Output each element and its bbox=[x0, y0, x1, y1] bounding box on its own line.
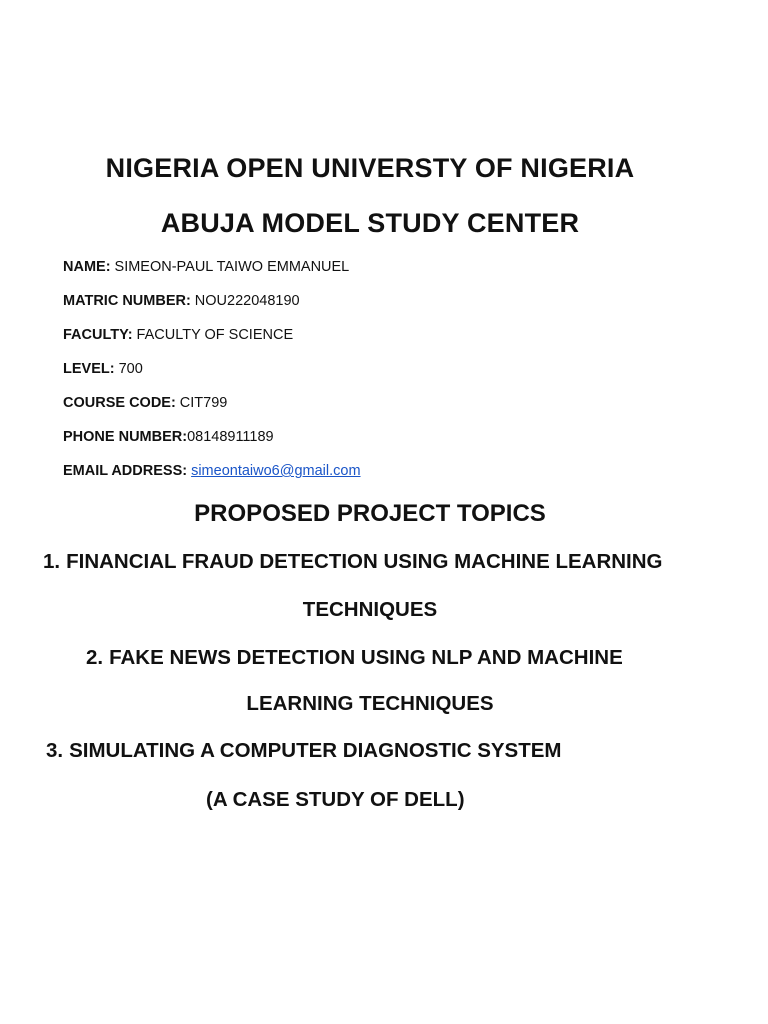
topic-3-line-2: (A CASE STUDY OF DELL) bbox=[206, 788, 465, 811]
topic-3-line-1 bbox=[46, 738, 562, 764]
email-link[interactable]: simeontaiwo6@gmail.com bbox=[191, 463, 361, 479]
level-value: 700 bbox=[118, 361, 143, 377]
topic-2-number: 2. bbox=[86, 646, 104, 669]
topic-1-number: 1. bbox=[43, 550, 61, 573]
topic-1-line-2: TECHNIQUES bbox=[302, 598, 438, 621]
matric-value: NOU222048190 bbox=[194, 293, 300, 309]
info-row-phone bbox=[63, 428, 274, 446]
phone-label: PHONE NUMBER: bbox=[63, 429, 188, 445]
matric-label: MATRIC NUMBER: bbox=[63, 293, 191, 309]
info-row-course-code bbox=[63, 394, 227, 412]
topic-2-line-2: LEARNING TECHNIQUES bbox=[246, 692, 494, 715]
topic-1-text: FINANCIAL FRAUD DETECTION USING MACHINE LEARNING bbox=[66, 550, 663, 573]
email-label: EMAIL ADDRESS: bbox=[63, 463, 188, 479]
topic-2-text: FAKE NEWS DETECTION USING NLP AND MACHINE bbox=[109, 646, 623, 669]
name-value: SIMEON-PAUL TAIWO EMMANUEL bbox=[114, 259, 350, 275]
level-label: LEVEL: bbox=[63, 361, 115, 377]
topics-heading: PROPOSED PROJECT TOPICS bbox=[194, 500, 546, 527]
info-row-matric bbox=[63, 292, 300, 310]
university-title: NIGERIA OPEN UNIVERSTY OF NIGERIA bbox=[105, 153, 635, 183]
topic-3-text: SIMULATING A COMPUTER DIAGNOSTIC SYSTEM bbox=[69, 739, 562, 762]
info-row-email bbox=[63, 462, 361, 480]
topic-3-number: 3. bbox=[46, 739, 64, 762]
info-row-name bbox=[63, 258, 349, 276]
phone-value: 08148911189 bbox=[187, 429, 274, 445]
study-center-title: ABUJA MODEL STUDY CENTER bbox=[160, 208, 580, 238]
topic-1-line-1 bbox=[43, 549, 663, 575]
info-row-level bbox=[63, 360, 143, 378]
course-code-label: COURSE CODE: bbox=[63, 395, 176, 411]
faculty-value: FACULTY OF SCIENCE bbox=[136, 327, 294, 343]
faculty-label: FACULTY: bbox=[63, 327, 133, 343]
name-label: NAME: bbox=[63, 259, 111, 275]
topic-2-line-1 bbox=[86, 645, 623, 671]
info-row-faculty bbox=[63, 326, 293, 344]
course-code-value: CIT799 bbox=[179, 395, 228, 411]
